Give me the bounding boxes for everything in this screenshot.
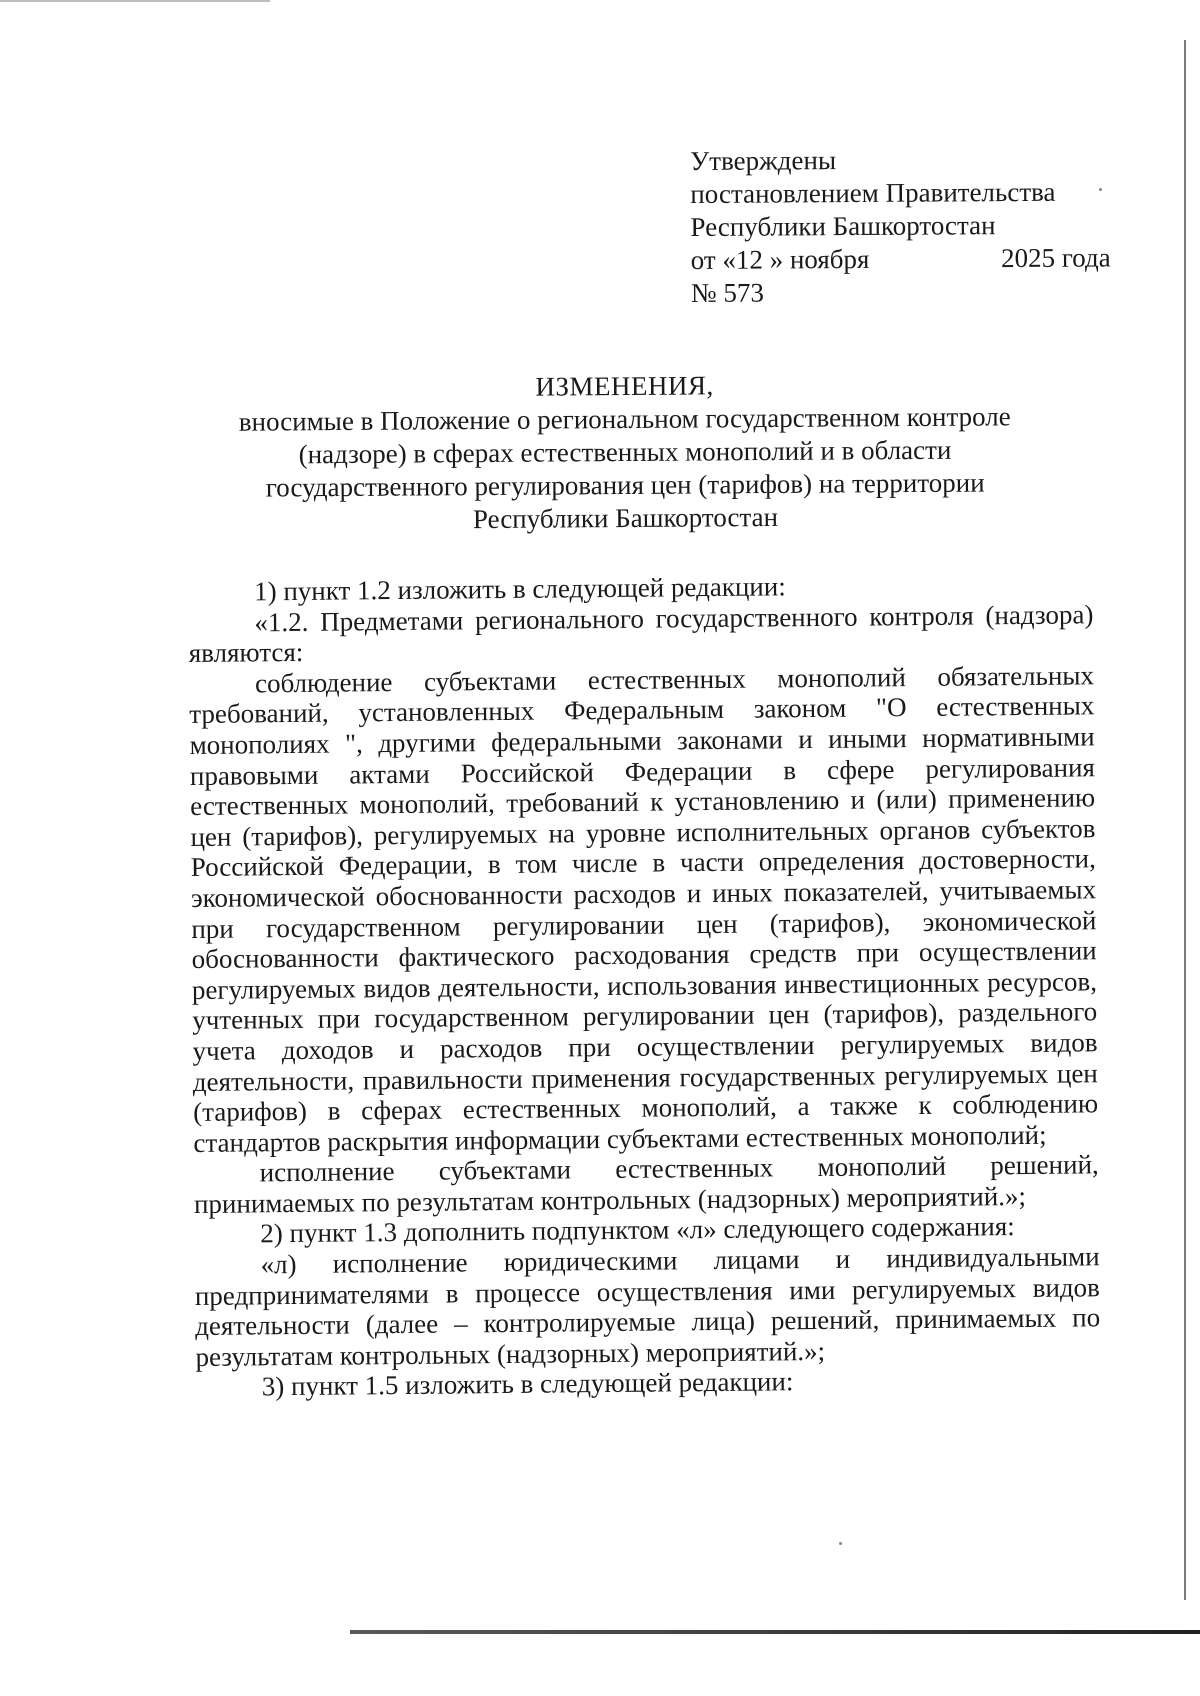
subtitle-line: государственного регулирования цен (тарифов) на территории — [265, 467, 985, 503]
approval-line: постановлением Правительства — [690, 176, 1056, 209]
document-title: ИЗМЕНЕНИЯ, — [535, 370, 714, 402]
body-paragraph: соблюдение субъектами естественных монополий обязательных требований, установленных Федеральным законом "О естественных монополиях ", другими федеральными законами и иными нормативными правовыми актами Российской Федерации в сфере регулирования естественных монополий, требований к установлению и (или) применению цен (тарифов), регулируемых на уровне исполнительных органов субъектов Российской Федерации, в том числе в части определения достоверности, экономической обоснованности расходов и иных показателей, учитываемых при государственном регулировании цен (тарифов), экономической обоснованности фактического расходования средств при осуществлении регулируемых видов деятельности, использования инвестиционных ресурсов, учтенных при государственном регулировании цен (тарифов), раздельного учета доходов и расходов при осуществлении регулируемых видов деятельности, правильности применения государственных регулируемых цен (тарифов) в сферах естественных монополий, а также к соблюдению стандартов раскрытия информации субъектами естественных монополий; — [189, 660, 1099, 1158]
body-paragraph: «1.2. Предметами регионального государственного контроля (надзора) являются: — [188, 598, 1094, 669]
body-paragraph: 2) пункт 1.3 дополнить подпунктом «л» следующего содержания: — [260, 1211, 1015, 1249]
approval-number: № 573 — [690, 277, 765, 308]
scan-edge-top — [0, 0, 270, 2]
body-paragraph: исполнение субъектами естественных монополий решений, принимаемых по результатам контрольных (надзорных) мероприятий.»; — [193, 1149, 1099, 1219]
document-body — [188, 568, 1101, 1403]
approval-date — [691, 241, 1111, 277]
approval-date-day: от «12 » ноября — [690, 243, 870, 275]
subtitle-line: (надзоре) в сферах естественных монополий и в области — [298, 434, 952, 470]
subtitle-line: вносимые в Положение о региональном государственном контроле — [238, 401, 1011, 437]
scan-edge-bottom — [350, 1630, 1200, 1634]
document-subtitle — [200, 400, 1051, 538]
body-paragraph: 3) пункт 1.5 изложить в следующей редакции: — [261, 1366, 794, 1402]
body-paragraph: 1) пункт 1.2 изложить в следующей редакции: — [253, 571, 786, 607]
approval-line: Утверждены — [690, 145, 837, 176]
approval-line: Республики Башкортостан — [690, 210, 996, 242]
scan-speck — [839, 1542, 842, 1545]
body-paragraph: «л) исполнение юридическими лицами и индивидуальными предпринимателями в процессе осуществления ими регулируемых видов деятельности (далее – контролируемые лица) решений, принимаемых по результатам контрольных (надзорных) мероприятий.»; — [194, 1241, 1101, 1372]
subtitle-line: Республики Башкортостан — [472, 501, 779, 535]
document-heading — [199, 366, 1050, 538]
approval-date-year: 2025 года — [1000, 242, 1111, 274]
approval-block — [690, 142, 1111, 310]
scan-edge-right — [1184, 40, 1186, 1600]
